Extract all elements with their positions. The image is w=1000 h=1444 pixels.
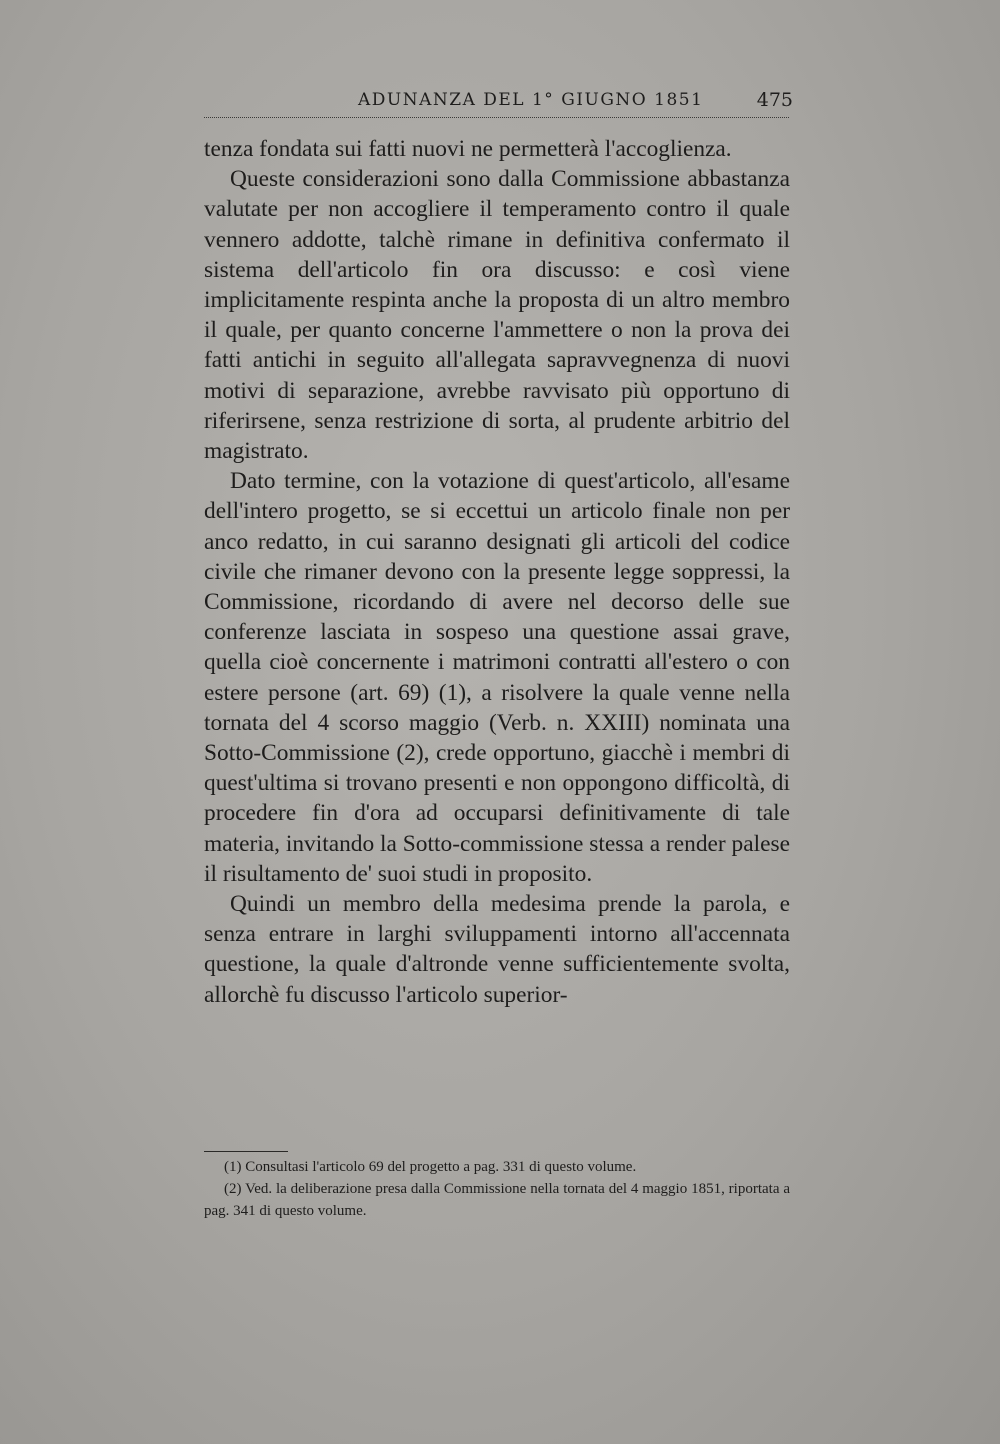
paragraph: Queste considerazioni sono dalla Commissione abbastanza valutate per non accogliere il temperamento contro il quale vennero addotte, talchè rimane in definitiva confermato il sistema dell'articolo fin ora discusso: e così viene implicitamente respinta anche la proposta di un altro membro il quale, per quanto concerne l'ammettere o non la prova dei fatti antichi in seguito all'allegata sapravvegnenza di nuovi motivi di separazione, avrebbe ravvisato più opportuno di riferirsene, senza restrizione di sorta, al prudente arbitrio del magistrato. [204, 166, 790, 465]
footnote: (2) Ved. la deliberazione presa dalla Commissione nella tornata del 4 maggio 1851, riportata a pag. 341 di questo volume. [204, 1181, 790, 1219]
header-rule [204, 117, 789, 118]
footnote: (1) Consultasi l'articolo 69 del progetto a pag. 331 di questo volume. [224, 1159, 637, 1175]
paragraph: Quindi un membro della medesima prende la parola, e senza entrare in larghi sviluppamenti intorno all'accennata questione, la quale d'altronde venne sufficientemente svolta, allorchè fu discusso l'articolo superior- [204, 891, 790, 1008]
paragraph: Dato termine, con la votazione di quest'articolo, all'esame dell'intero progetto, se si eccettui un articolo finale non per anco redatto, in cui saranno designati gli articoli del codice civile che rimaner devono con la presente legge soppressi, la Commissione, ricordando di avere nel decorso delle sue conferenze lasciata in sospeso una questione assai grave, quella cioè concernente i matrimoni contratti all'estero o con estere persone (art. 69) (1), a risolvere la quale venne nella tornata del 4 scorso maggio (Verb. n. XXIII) nominata una Sotto-Commissione (2), crede opportuno, giacchè i membri di quest'ultima si trovano presenti e non oppongono difficoltà, di procedere fin d'ora ad occuparsi definitivamente di tale materia, invitando la Sotto-commissione stessa a render palese il risultamento de' suoi studi in proposito. [204, 468, 790, 887]
page-number: 475 [756, 89, 793, 111]
footnotes [204, 1156, 790, 1222]
footnote-rule [204, 1151, 288, 1152]
running-head: ADUNANZA DEL 1° GIUGNO 1851 [358, 90, 704, 110]
page-header [204, 84, 793, 118]
paragraph: tenza fondata sui fatti nuovi ne permetterà l'accoglienza. [204, 136, 732, 162]
body-text [204, 134, 790, 1010]
